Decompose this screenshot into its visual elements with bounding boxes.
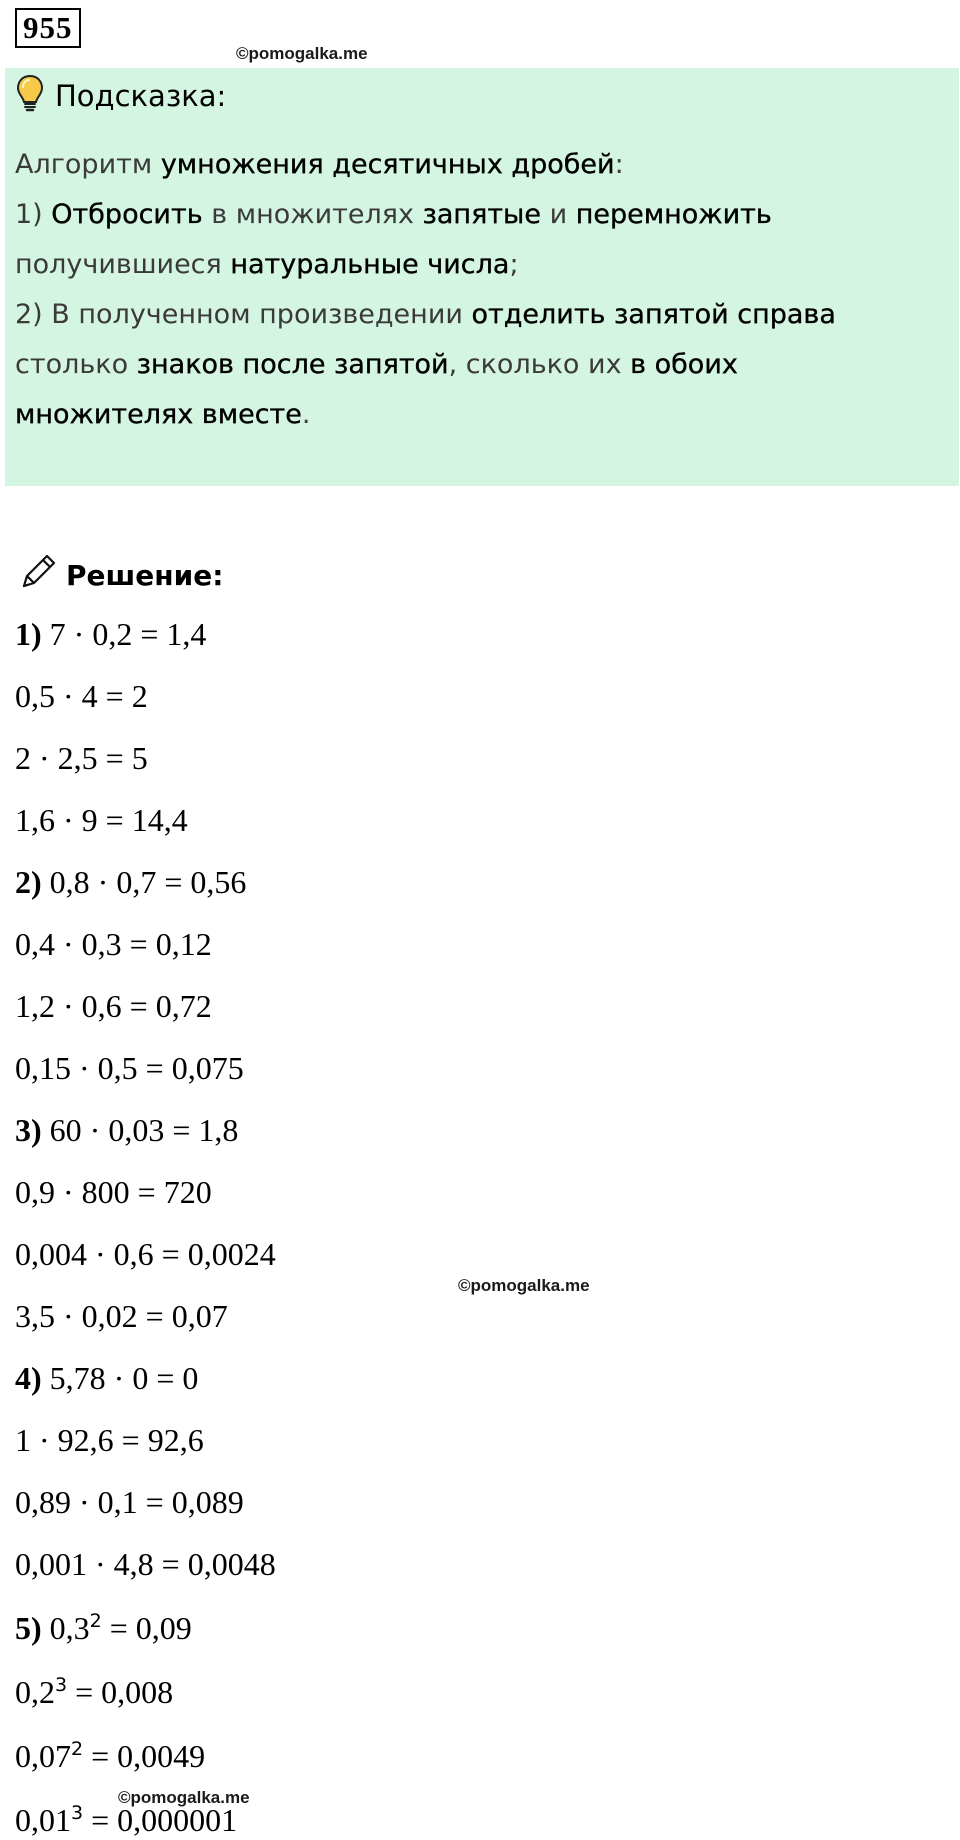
solution-line: 0,001 · 4,8 = 0,0048 [15,1546,276,1582]
solution-line: $0,07^2 = 0,0049$ [15,1738,206,1774]
lightbulb-icon [15,73,45,120]
solution-line: 1,2 · 0,6 = 0,72 [15,988,212,1024]
solution-line: 2) 0,8 · 0,7 = 0,56 [15,864,247,900]
watermark-middle: ©pomogalka.me [458,1276,590,1295]
pencil-icon [18,552,58,599]
hint-line-5: столько знаков после запятой, сколько их в обоих [15,349,738,380]
solution-line: 1,6 · 9 = 14,4 [15,802,188,838]
solution-line: 0,4 · 0,3 = 0,12 [15,926,212,962]
hint-line-6: множителях вместе. [15,399,311,430]
watermark-top: ©pomogalka.me [236,44,368,63]
hint-text [15,140,935,440]
solution-line: 3,5 · 0,02 = 0,07 [15,1298,228,1334]
hint-box [5,68,959,486]
solution-line: $0,01^3 = 0,000001$ [15,1802,238,1838]
solution-title [18,553,223,597]
solution-line: 1) 7 · 0,2 = 1,4 [15,616,207,652]
hint-line-3: получившиеся натуральные числа; [15,249,519,280]
solution-title-label: Решение: [66,558,224,592]
solution-line: 5) $0,3^2 = 0,09$ [15,1610,192,1646]
hint-title [15,74,226,118]
watermark-bottom: ©pomogalka.me [118,1788,250,1807]
solution-line: 0,004 · 0,6 = 0,0024 [15,1236,276,1272]
task-number: 955 [15,8,81,48]
solution-line: 2 · 2,5 = 5 [15,740,148,776]
hint-line-1: Алгоритм умножения десятичных дробей: [15,149,624,180]
hint-line-2: 1) Отбросить в множителях запятые и перемножить [15,199,772,230]
solution-line: 4) 5,78 · 0 = 0 [15,1360,199,1396]
hint-line-4: 2) В полученном произведении отделить запятой справа [15,299,836,330]
solution-line: $0,2^3 = 0,008$ [15,1674,174,1710]
solution-line: 0,5 · 4 = 2 [15,678,148,714]
solution-line: 3) 60 · 0,03 = 1,8 [15,1112,239,1148]
solution-line: 0,15 · 0,5 = 0,075 [15,1050,244,1086]
hint-title-label: Подсказка: [55,79,227,113]
solution-line: 1 · 92,6 = 92,6 [15,1422,204,1458]
solution-line: 0,9 · 800 = 720 [15,1174,212,1210]
solution-line: 0,89 · 0,1 = 0,089 [15,1484,244,1520]
